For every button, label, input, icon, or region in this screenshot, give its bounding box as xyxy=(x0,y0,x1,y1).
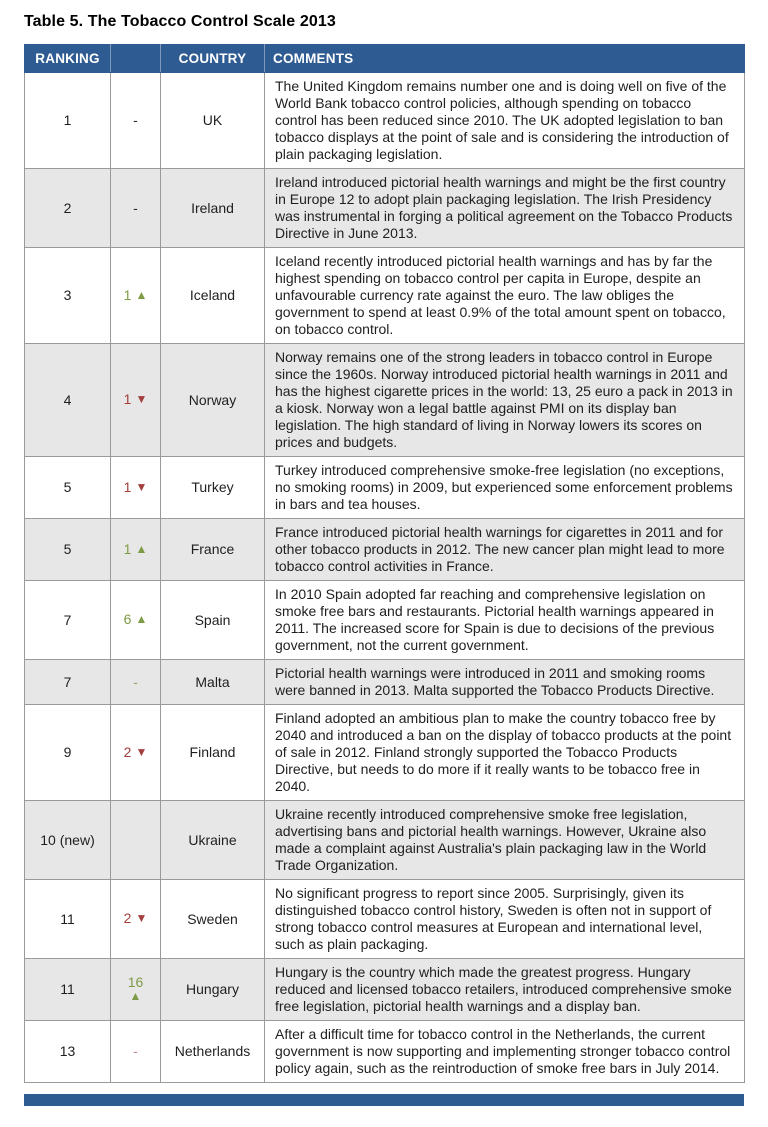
comment-cell: The United Kingdom remains number one and is doing well on five of the World Bank tobacco control policies, although spending on tobacco control has been reduced since 2010. The UK adopted legislation to ban tobacco displays at the point of sale and is considering the introduction of plain packaging legislation. xyxy=(265,73,745,169)
rank-change-cell xyxy=(111,73,161,169)
comment-cell: Turkey introduced comprehensive smoke-free legislation (no exceptions, no smoking rooms) in 2009, but experienced some enforcement problems in bars and tea houses. xyxy=(265,457,745,519)
comment-cell: Norway remains one of the strong leaders in tobacco control in Europe since the 1960s. Norway introduced pictorial health warnings in 2011 and has the highest cigarette prices in the world: 13, 25 euro a pack in 2013 in a kiosk. Norway won a legal battle against PMI on its display ban legislation. The high standard of living in Norway lowers its scores on prices and budgets. xyxy=(265,344,745,457)
rank-change-cell xyxy=(111,880,161,959)
table-row-netherlands xyxy=(25,1021,745,1083)
rank-change-value: 16 xyxy=(127,973,144,990)
continuation-header-strip xyxy=(24,1094,744,1106)
country-cell: Malta xyxy=(161,660,265,705)
no-change-dash: - xyxy=(133,673,138,690)
rank-change-cell xyxy=(111,344,161,457)
comment-cell: Ukraine recently introduced comprehensive smoke free legislation, advertising bans and pictorial health warnings. However, Ukraine also made a complaint against Australia's plain packaging law in the World Trade Organization. xyxy=(265,801,745,880)
comment-cell: Pictorial health warnings were introduced in 2011 and smoking rooms were banned in 2013. Malta supported the Tobacco Products Directive. xyxy=(265,660,745,705)
tobacco-control-scale-table xyxy=(24,44,745,1083)
column-header-ranking: RANKING xyxy=(25,45,111,73)
rank-change-cell xyxy=(111,660,161,705)
ranking-cell: 5 xyxy=(25,519,111,581)
comment-cell: Hungary is the country which made the greatest progress. Hungary reduced and licensed tobacco retailers, introduced comprehensive smoke free legislation, pictorial health warnings and a display ban. xyxy=(265,959,745,1021)
rank-change-value: 1 xyxy=(123,286,132,303)
country-cell: Netherlands xyxy=(161,1021,265,1083)
table-row-ukraine xyxy=(25,801,745,880)
rank-change-value: 1 xyxy=(123,540,132,557)
country-cell: Iceland xyxy=(161,248,265,344)
table-row-spain xyxy=(25,581,745,660)
comment-cell: Ireland introduced pictorial health warnings and might be the first country in Europe 12 to adopt plain packaging legislation. The Irish Presidency was instrumental in forging a political agreement on the Tobacco Products Directive in June 2013. xyxy=(265,169,745,248)
column-header-change xyxy=(111,45,161,73)
up-arrow-icon: ▲ xyxy=(135,287,148,302)
ranking-cell: 1 xyxy=(25,73,111,169)
country-cell: Sweden xyxy=(161,880,265,959)
table-header-row xyxy=(25,45,745,73)
column-header-comments: COMMENTS xyxy=(265,45,745,73)
ranking-cell: 4 xyxy=(25,344,111,457)
table-row-malta xyxy=(25,660,745,705)
up-arrow-icon: ▲ xyxy=(135,612,148,626)
country-cell: Turkey xyxy=(161,457,265,519)
country-cell: Spain xyxy=(161,581,265,660)
no-change-dash: - xyxy=(133,112,138,128)
ranking-cell: 11 xyxy=(25,880,111,959)
down-arrow-icon: ▼ xyxy=(135,744,148,759)
up-arrow-icon: ▲ xyxy=(129,988,142,1003)
rank-change-cell xyxy=(111,169,161,248)
ranking-cell: 10 (new) xyxy=(25,801,111,880)
rank-change-cell xyxy=(111,705,161,801)
rank-change-cell xyxy=(111,959,161,1021)
down-arrow-icon: ▼ xyxy=(135,392,148,406)
table-row-iceland xyxy=(25,248,745,344)
ranking-cell: 9 xyxy=(25,705,111,801)
table-title: Table 5. The Tobacco Control Scale 2013 xyxy=(24,13,336,30)
country-cell: Hungary xyxy=(161,959,265,1021)
table-row-hungary xyxy=(25,959,745,1021)
country-cell: Finland xyxy=(161,705,265,801)
table-row-uk xyxy=(25,73,745,169)
no-change-dash: - xyxy=(133,1043,138,1059)
comment-cell: No significant progress to report since 2005. Surprisingly, given its distinguished tobacco control history, Sweden is often not in support of strong tobacco control measures at European and international level, such as plain packaging. xyxy=(265,880,745,959)
rank-change-cell xyxy=(111,248,161,344)
country-cell: France xyxy=(161,519,265,581)
rank-change-value: 2 xyxy=(123,910,132,926)
table-row-ireland xyxy=(25,169,745,248)
comment-cell: Finland adopted an ambitious plan to make the country tobacco free by 2040 and introduced a ban on the display of tobacco products at the point of sale in 2012. Finland strongly supported the Tobacco Products Directive, but needs to do more if it really wants to be tobacco free in 2040. xyxy=(265,705,745,801)
comment-cell: France introduced pictorial health warnings for cigarettes in 2011 and for other tobacco products in 2012. The new cancer plan might lead to more tobacco control activities in France. xyxy=(265,519,745,581)
rank-change-value: 1 xyxy=(123,391,132,407)
down-arrow-icon: ▼ xyxy=(135,479,148,494)
comment-cell: Iceland recently introduced pictorial health warnings and has by far the highest spending on tobacco control per capita in Europe, despite an unfavourable currency rate against the euro. The law obliges the government to spend at least 0.9% of the total amount spent on tobacco, on tobacco control. xyxy=(265,248,745,344)
rank-change-cell xyxy=(111,519,161,581)
table-row-france xyxy=(25,519,745,581)
up-arrow-icon: ▲ xyxy=(135,541,148,556)
ranking-cell: 13 xyxy=(25,1021,111,1083)
down-arrow-icon: ▼ xyxy=(135,911,148,925)
rank-change-value: 2 xyxy=(123,743,132,760)
ranking-cell: 5 xyxy=(25,457,111,519)
ranking-cell: 2 xyxy=(25,169,111,248)
no-change-dash: - xyxy=(133,199,138,216)
comment-cell: After a difficult time for tobacco control in the Netherlands, the current government is now supporting and implementing stronger tobacco control policy again, such as the reintroduction of smoke free bars in July 2014. xyxy=(265,1021,745,1083)
rank-change-cell xyxy=(111,457,161,519)
table-row-turkey xyxy=(25,457,745,519)
ranking-cell: 7 xyxy=(25,660,111,705)
rank-change-cell xyxy=(111,801,161,880)
rank-change-value: 6 xyxy=(123,611,132,627)
rank-change-cell xyxy=(111,581,161,660)
country-cell: UK xyxy=(161,73,265,169)
table-row-norway xyxy=(25,344,745,457)
table-row-sweden xyxy=(25,880,745,959)
rank-change-value: 1 xyxy=(123,478,132,495)
table-row-finland xyxy=(25,705,745,801)
country-cell: Ukraine xyxy=(161,801,265,880)
rank-change-cell xyxy=(111,1021,161,1083)
ranking-cell: 3 xyxy=(25,248,111,344)
comment-cell: In 2010 Spain adopted far reaching and comprehensive legislation on smoke free bars and restaurants. Pictorial health warnings appeared in 2011. The increased score for Spain is due to decisions of the previous government, not the current government. xyxy=(265,581,745,660)
country-cell: Ireland xyxy=(161,169,265,248)
country-cell: Norway xyxy=(161,344,265,457)
column-header-country: COUNTRY xyxy=(161,45,265,73)
ranking-cell: 11 xyxy=(25,959,111,1021)
ranking-cell: 7 xyxy=(25,581,111,660)
